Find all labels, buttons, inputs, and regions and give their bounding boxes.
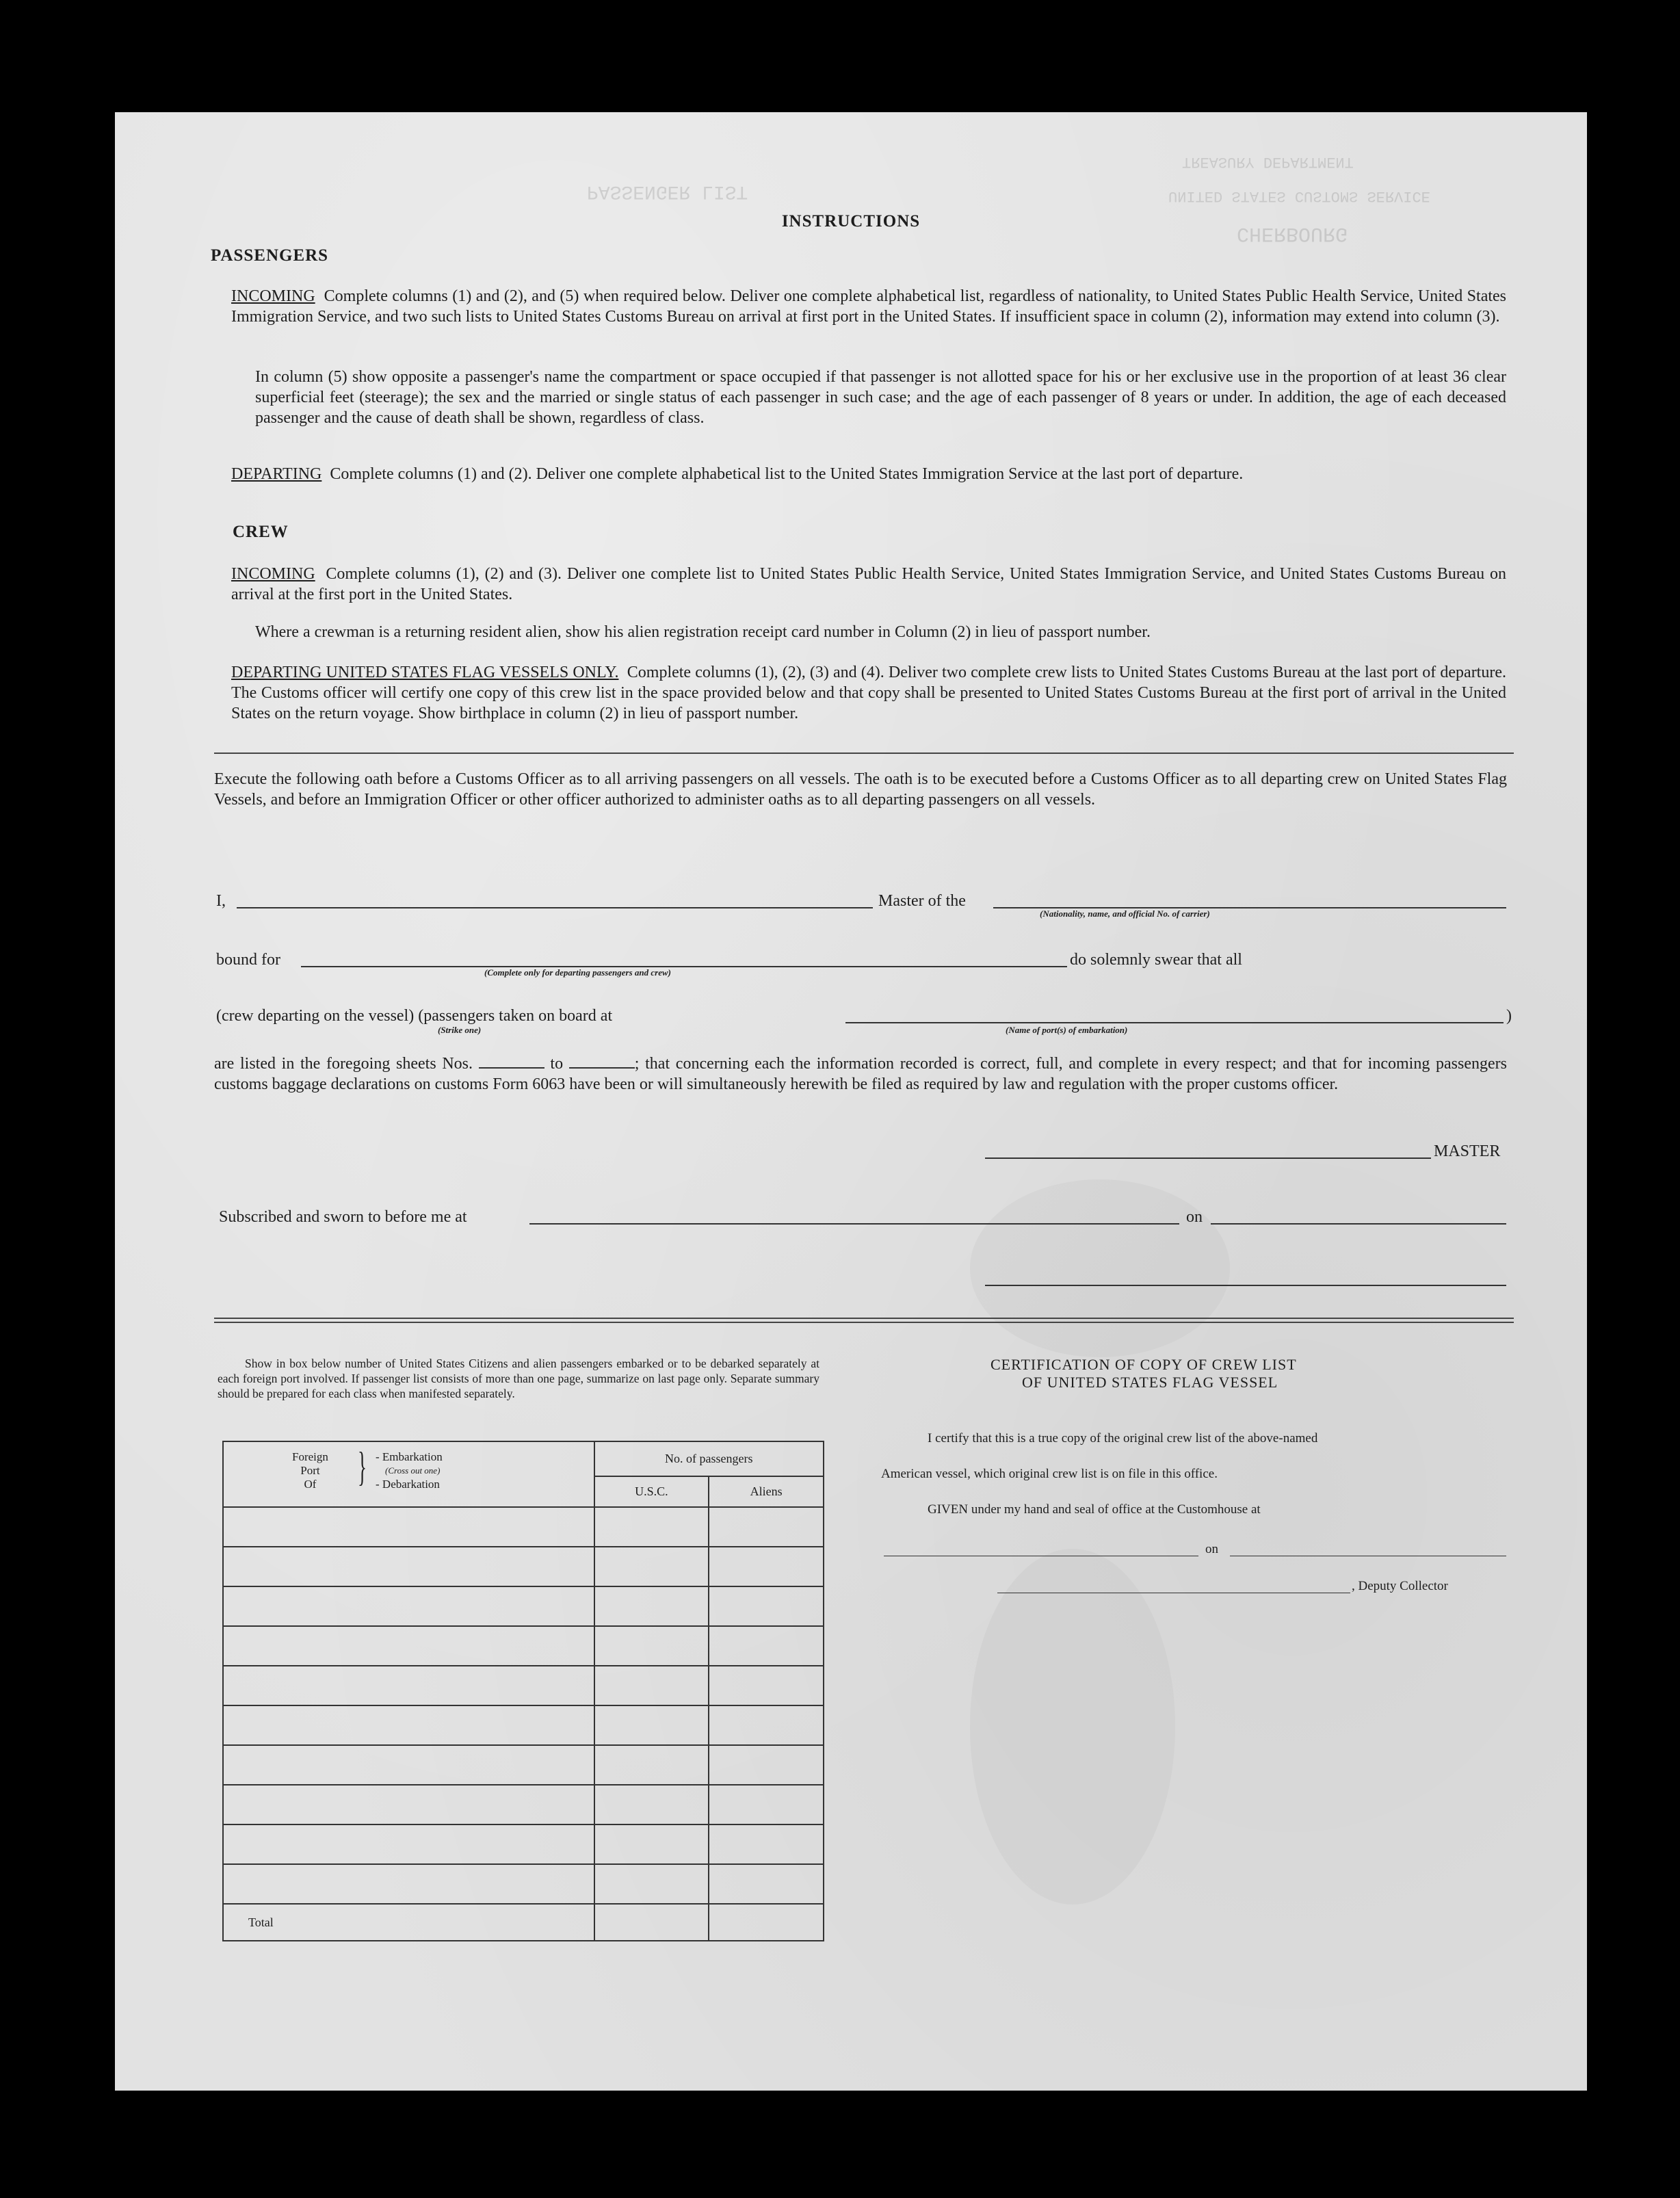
total-label-cell xyxy=(223,1904,594,1941)
oath-i-label: I, xyxy=(216,892,226,910)
summary-row xyxy=(223,1864,824,1904)
summary-rows xyxy=(223,1507,824,1904)
form-sheet: TREASURY DEPARTMENT UNITED STATES CUSTOMS SERVICE CHERBOURG PASSENGER LIST INSTRUCTIONS PASSENGERS INCOMING Complete columns (1) and (2), and (5) when required below. Deliver one complete alphabetical list, regardless of nationality, to United States Public Health Service, United States Immigration Service, and two such lists to United States Customs Bureau on arrival at first port in the United States. If insufficient space in column (2), information may extend into column (3). In column (5) show opposite a passenger's name the compartment or space occupied if that passenger is not allotted space for his or her exclusive use in the proportion of at least 36 clear superficial feet (steerage); the sex and the married or single status of each passenger in such case; and the age of each passenger of 8 years or under. In addition, the age of each deceased passenger and the cause of death shall be shown, regardless of class. DEPARTING Complete columns (1) and (2). Deliver one complete alphabetical list to the United States Immigration Service at the last port of departure. CREW INCOMING Complete columns (1), (2) and (3). Deliver one complete list to United States Public Health Service, United States Immigration Service, and United States Customs Bureau on arrival at the first port in the United States. Where a crewman is a returning resident alien, show his alien registration receipt card number in Column (2) in lieu of passport number. DEPARTING UNITED STATES FLAG VESSELS ONLY. Complete columns (1), (2), (3) and (4). Deliver two complete crew lists to United States Customs Bureau at the last port of departure. The Customs officer will certify one copy of this crew list in the space provided below and that copy shall be presented to United States Customs Bureau at the first port of arrival in the United States on the return voyage. Show birthplace in column (2) in lieu of passport number. Execute the following oath before a Customs Officer as to all arriving passengers on all vessels. The oath is to be executed before a Customs Officer as to all departing crew on United States Flag Vessels, and before an Immigration Officer or other officer authorized to administer oaths as to all departing passengers on all vessels. I, Master of the (Nationality, name, and official No. of carrier) bound for (Complete only for departing passengers and crew) do solemnly swear that all (crew departing on the vessel) (passengers taken on board at (Strike one) ) (Name of port(s) of embarkation) are listed in the foregoing sheets Nos. to ; that concerning each the information recorded is correct, full, and complete in every respect; and that for incoming passengers customs baggage declarations on customs Form 6063 have been or will simultaneously herewith be filed as required by law and regulation with the proper customs officer. MASTER Subscribed and sworn to before me at on Show in box below number of United States Citizens and alien passengers embarked or to be debarked separately at each foreign port involved. If passenger list consists of more than one page, summarize on last page only. Separate summary should be prepared for each class when manifested separately. Foreign Port Of } - Embarkation (Cross out one) - Debarkation No. of passengers U.S.C. Aliens Total CERTIFICATION OF COPY OF CREW LIST OF UNITED STATES FLAG VESSEL I certify that this is a true copy of the original crew list of the above-named American vessel, which original crew list is on file in this office. GIVEN under my hand and seal of office at the Customhouse at on , Deputy Collector xyxy=(115,112,1587,2091)
port-cell[interactable] xyxy=(223,1666,594,1705)
usc-cell[interactable] xyxy=(594,1666,709,1705)
passengers-departing-text: Complete columns (1) and (2). Deliver one complete alphabetical list to the United States Immigration Service at the last port of departure. xyxy=(330,465,1244,483)
embarkation-close-paren: ) xyxy=(1506,1007,1512,1025)
master-signature-field[interactable] xyxy=(985,1157,1431,1159)
port-cell[interactable] xyxy=(223,1864,594,1904)
usc-cell[interactable] xyxy=(594,1745,709,1785)
listed-sheets-paragraph xyxy=(214,1054,1507,1095)
embark-options xyxy=(376,1450,443,1491)
passengers-departing-paragraph xyxy=(231,464,1506,484)
port-label: Port xyxy=(300,1464,320,1477)
page-title: INSTRUCTIONS xyxy=(781,212,921,231)
aliens-cell[interactable] xyxy=(709,1666,824,1705)
of-label: Of xyxy=(304,1478,317,1491)
subscribed-label: Subscribed and sworn to before me at xyxy=(219,1208,467,1226)
bound-for-field[interactable] xyxy=(301,966,1067,967)
usc-cell[interactable] xyxy=(594,1824,709,1864)
usc-cell[interactable] xyxy=(594,1586,709,1626)
usc-cell[interactable] xyxy=(594,1507,709,1547)
master-of-label: Master of the xyxy=(878,892,966,910)
aliens-cell[interactable] xyxy=(709,1626,824,1666)
summary-row xyxy=(223,1547,824,1586)
certification-title-2: OF UNITED STATES FLAG VESSEL xyxy=(1022,1374,1278,1391)
port-cell[interactable] xyxy=(223,1745,594,1785)
bound-for-label: bound for xyxy=(216,951,280,969)
oath-separator xyxy=(214,753,1514,754)
master-label: MASTER xyxy=(1434,1142,1501,1160)
crew-departing-label: DEPARTING UNITED STATES FLAG VESSELS ONLY. xyxy=(231,664,619,681)
summary-row xyxy=(223,1507,824,1547)
debarkation-option: - Debarkation xyxy=(376,1478,440,1491)
listed-to: to xyxy=(550,1055,564,1073)
port-cell[interactable] xyxy=(223,1547,594,1586)
crew-returning-alien: Where a crewman is a returning resident alien, show his alien registration receipt card number in Column (2) in lieu of passport number. xyxy=(255,623,1151,641)
aliens-cell[interactable] xyxy=(709,1785,824,1824)
sworn-location-field[interactable] xyxy=(529,1223,1179,1225)
port-cell[interactable] xyxy=(223,1626,594,1666)
bound-for-caption: (Complete only for departing passengers and crew) xyxy=(484,967,671,978)
usc-cell[interactable] xyxy=(594,1547,709,1586)
port-cell[interactable] xyxy=(223,1824,594,1864)
certification-title-1: CERTIFICATION OF COPY OF CREW LIST xyxy=(990,1356,1297,1373)
cross-out-caption: (Cross out one) xyxy=(385,1465,441,1476)
swear-text: do solemnly swear that all xyxy=(1070,951,1242,969)
sheet-to-field[interactable] xyxy=(569,1054,635,1069)
crew-incoming-paragraph xyxy=(231,564,1506,605)
passengers-incoming-label: INCOMING xyxy=(231,287,315,305)
certification-text-1: I certify that this is a true copy of the original crew list of the above-named xyxy=(928,1431,1318,1445)
oath-intro: Execute the following oath before a Customs Officer as to all arriving passengers on all vessels. The oath is to be executed before a Customs Officer as to all departing crew on United States Flag Vessels, and before an Immigration Officer or other officer authorized to administer oaths as to all departing passengers on all vessels. xyxy=(214,770,1507,809)
sworn-on-label: on xyxy=(1186,1208,1203,1226)
embarkation-caption: (Name of port(s) of embarkation) xyxy=(1006,1025,1128,1035)
master-name-field[interactable] xyxy=(237,907,873,908)
crew-heading: CREW xyxy=(233,523,289,541)
embarkation-option: - Embarkation xyxy=(376,1450,443,1463)
certification-given: GIVEN under my hand and seal of office at the Customhouse at xyxy=(928,1502,1261,1517)
strike-one-caption: (Strike one) xyxy=(438,1025,482,1035)
brace-glyph: } xyxy=(358,1444,367,1489)
aliens-cell[interactable] xyxy=(709,1705,824,1745)
usc-cell[interactable] xyxy=(594,1864,709,1904)
total-usc-cell[interactable] xyxy=(594,1904,709,1941)
summary-row xyxy=(223,1705,824,1745)
total-aliens-cell[interactable] xyxy=(709,1904,824,1941)
total-label: Total xyxy=(248,1915,274,1929)
embarkation-port-field[interactable] xyxy=(845,1022,1504,1023)
sworn-date-field[interactable] xyxy=(1211,1223,1506,1225)
aliens-cell[interactable] xyxy=(709,1824,824,1864)
aliens-header: Aliens xyxy=(709,1476,824,1507)
certification-on: on xyxy=(1205,1542,1218,1556)
crew-departing-oath: (crew departing on the vessel) (passengers taken on board at xyxy=(216,1007,613,1025)
summary-row xyxy=(223,1745,824,1785)
passengers-incoming-paragraph xyxy=(231,286,1506,327)
usc-header: U.S.C. xyxy=(594,1476,709,1507)
port-header-cell xyxy=(223,1441,594,1507)
officer-signature-field[interactable] xyxy=(985,1285,1506,1286)
usc-cell[interactable] xyxy=(594,1785,709,1824)
crew-departing-paragraph xyxy=(231,662,1506,724)
aliens-cell[interactable] xyxy=(709,1745,824,1785)
listed-pre: are listed in the foregoing sheets Nos. xyxy=(214,1055,473,1073)
aliens-cell[interactable] xyxy=(709,1586,824,1626)
passengers-heading: PASSENGERS xyxy=(211,246,329,265)
section-double-rule xyxy=(214,1318,1514,1323)
listed-post: ; that concerning each the information recorded is correct, full, and complete in every respect; and that for incoming passengers customs baggage declarations on customs Form 6063 have been or will simultaneously herewith be filed as required by law and regulation with the proper customs officer. xyxy=(214,1055,1507,1093)
summary-row xyxy=(223,1626,824,1666)
passenger-summary-table xyxy=(222,1441,824,1941)
certification-text-2: American vessel, which original crew list is on file in this office. xyxy=(881,1467,1218,1481)
usc-cell[interactable] xyxy=(594,1626,709,1666)
crew-incoming-label: INCOMING xyxy=(231,565,315,583)
port-cell[interactable] xyxy=(223,1507,594,1547)
summary-instructions: Show in box below number of United States Citizens and alien passengers embarked or to be debarked separately at each foreign port involved. If passenger list consists of more than one page, summarize on last page only. Separate summary should be prepared for each class when manifested separately. xyxy=(218,1357,819,1400)
no-of-passengers-header: No. of passengers xyxy=(594,1441,824,1476)
port-cell[interactable] xyxy=(223,1586,594,1626)
sheet-from-field[interactable] xyxy=(479,1054,544,1069)
foreign-port-of xyxy=(292,1450,328,1491)
port-cell[interactable] xyxy=(223,1705,594,1745)
passengers-incoming-text: Complete columns (1) and (2), and (5) when required below. Deliver one complete alphabetical list, regardless of nationality, to United States Public Health Service, United States Immigration Service, and two such lists to United States Customs Bureau on arrival at first port in the United States. If insufficient space in column (2), information may extend into column (3). xyxy=(231,287,1507,326)
foreign-label: Foreign xyxy=(292,1450,328,1463)
port-cell[interactable] xyxy=(223,1785,594,1824)
usc-cell[interactable] xyxy=(594,1705,709,1745)
aliens-cell[interactable] xyxy=(709,1864,824,1904)
passengers-departing-label: DEPARTING xyxy=(231,465,322,483)
aliens-cell[interactable] xyxy=(709,1507,824,1547)
summary-row xyxy=(223,1586,824,1626)
summary-row xyxy=(223,1666,824,1705)
summary-row xyxy=(223,1824,824,1864)
carrier-caption: (Nationality, name, and official No. of carrier) xyxy=(1040,908,1210,919)
crew-departing-text: Complete columns (1), (2), (3) and (4). Deliver two complete crew lists to United States Customs Bureau at the last port of departure. The Customs officer will certify one copy of this crew list in the space provided below and that copy shall be presented to United States Customs Bureau at the first port of arrival in the United States on the return voyage. Show birthplace in column (2) in lieu of passport number. xyxy=(231,664,1506,722)
deputy-collector-label: , Deputy Collector xyxy=(1352,1579,1448,1593)
summary-row xyxy=(223,1785,824,1824)
aliens-cell[interactable] xyxy=(709,1547,824,1586)
passengers-incoming-column5: In column (5) show opposite a passenger's name the compartment or space occupied if that passenger is not allotted space for his or her exclusive use in the proportion of at least 36 clear superficial feet (steerage); the sex and the married or single status of each passenger in such case; and the age of each passenger of 8 years or under. In addition, the age of each deceased passenger and the cause of death shall be shown, regardless of class. xyxy=(255,368,1506,427)
crew-incoming-text: Complete columns (1), (2) and (3). Deliver one complete list to United States Public Health Service, United States Immigration Service, and United States Customs Bureau on arrival at the first port in the United States. xyxy=(231,565,1507,603)
